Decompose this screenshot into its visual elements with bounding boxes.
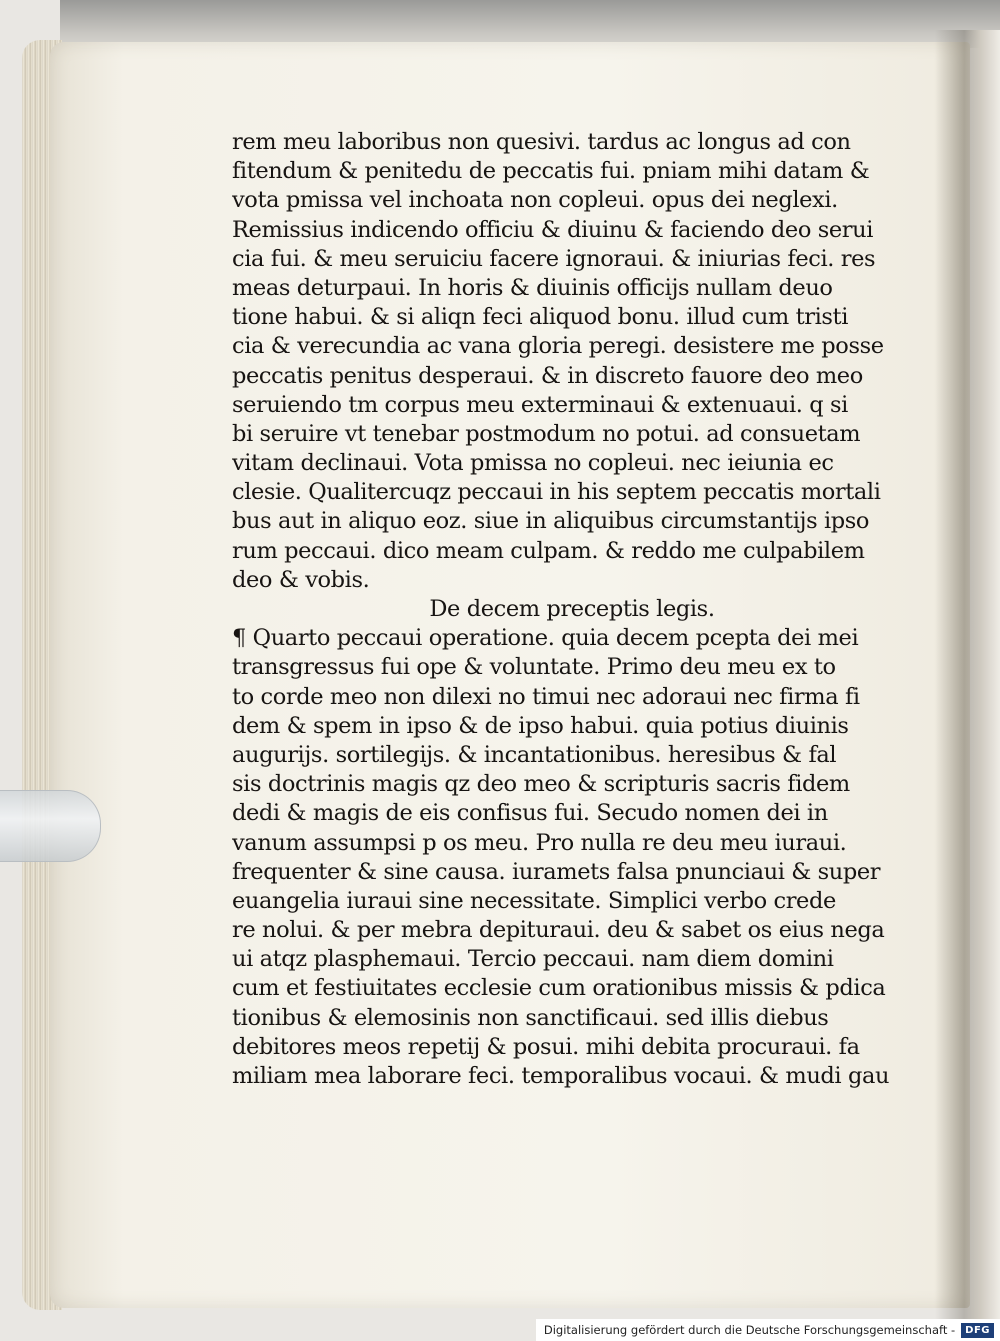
text-line: peccatis penitus desperaui. & in discreto fauore deo meo: [232, 362, 863, 389]
text-line: vota pmissa vel inchoata non copleui. opus dei neglexi.: [232, 187, 838, 214]
text-line: vanum assumpsi p os meu. Pro nulla re deu meu iuraui.: [232, 829, 847, 856]
text-line: bi seruire vt tenebar postmodum no potui. ad consuetam: [232, 420, 861, 447]
text-line: rum peccaui. dico meam culpam. & reddo me culpabilem: [232, 537, 865, 564]
text-line: euangelia iuraui sine necessitate. Simplici verbo crede: [232, 887, 836, 914]
text-line: to corde meo non dilexi no timui nec adoraui nec firma fi: [232, 683, 860, 710]
text-line: cum et festiuitates ecclesie cum orationibus missis & pdica: [232, 975, 886, 1002]
text-line: frequenter & sine causa. iuramets falsa pnunciaui & super: [232, 858, 881, 885]
text-line: seruiendo tm corpus meu exterminaui & extenuaui. q si: [232, 391, 848, 418]
text-line: miliam mea laborare feci. temporalibus vocaui. & mudi gau: [232, 1063, 890, 1089]
text-line: dem & spem in ipso & de ipso habui. quia potius diuinis: [232, 712, 849, 739]
text-line: cia & verecundia ac vana gloria peregi. desistere me posse: [232, 333, 884, 360]
text-line: cia fui. & meu seruiciu facere ignoraui. & iniurias feci. res: [232, 245, 876, 272]
spine-gutter: [935, 30, 1000, 1320]
section-heading: De decem preceptis legis.: [429, 596, 715, 622]
text-line: tionibus & elemosinis non sanctificaui. sed illis diebus: [232, 1004, 829, 1031]
digitization-footer: [536, 1319, 1000, 1341]
text-line: tione habui. & si aliqn feci aliquod bonu. illud cum tristi: [232, 304, 848, 331]
binding-top: [60, 0, 1000, 48]
text-line: meas deturpaui. In horis & diuinis officijs nullam deuo: [232, 274, 833, 301]
text-line: deo & vobis.: [232, 566, 370, 593]
text-line: ¶ Quarto peccaui operatione. quia decem pcepta dei mei: [232, 625, 859, 652]
text-line: vitam declinaui. Vota pmissa no copleui. nec ieiunia ec: [232, 450, 834, 477]
text-line: fitendum & penitedu de peccatis fui. pniam mihi datam &: [232, 158, 870, 185]
text-line: rem meu laboribus non quesivi. tardus ac longus ad con: [232, 129, 851, 155]
text-line: dedi & magis de eis confisus fui. Secudo nomen dei in: [232, 800, 828, 827]
dfg-logo: DFG: [961, 1323, 994, 1338]
text-line: augurijs. sortilegijs. & incantationibus. heresibus & fal: [232, 741, 837, 768]
page-clip: [0, 790, 101, 862]
text-line: ui atqz plasphemaui. Tercio peccaui. nam diem domini: [232, 946, 834, 973]
text-line: sis doctrinis magis qz deo meo & scripturis sacris fidem: [232, 771, 850, 798]
text-line: bus aut in aliquo eoz. siue in aliquibus circumstantijs ipso: [232, 508, 870, 535]
text-line: re nolui. & per mebra depituraui. deu & sabet os eius nega: [232, 917, 885, 944]
text-line: transgressus fui ope & voluntate. Primo deu meu ex to: [232, 654, 836, 681]
text-line: debitores meos repetij & posui. mihi debita procuraui. fa: [232, 1033, 860, 1060]
text-block: [232, 128, 892, 1091]
text-line: clesie. Qualitercuqz peccaui in his septem peccatis mortali: [232, 479, 881, 506]
footer-credit: Digitalisierung gefördert durch die Deutsche Forschungsgemeinschaft -: [543, 1323, 956, 1337]
text-line: Remissius indicendo officiu & diuinu & faciendo deo serui: [232, 216, 874, 243]
